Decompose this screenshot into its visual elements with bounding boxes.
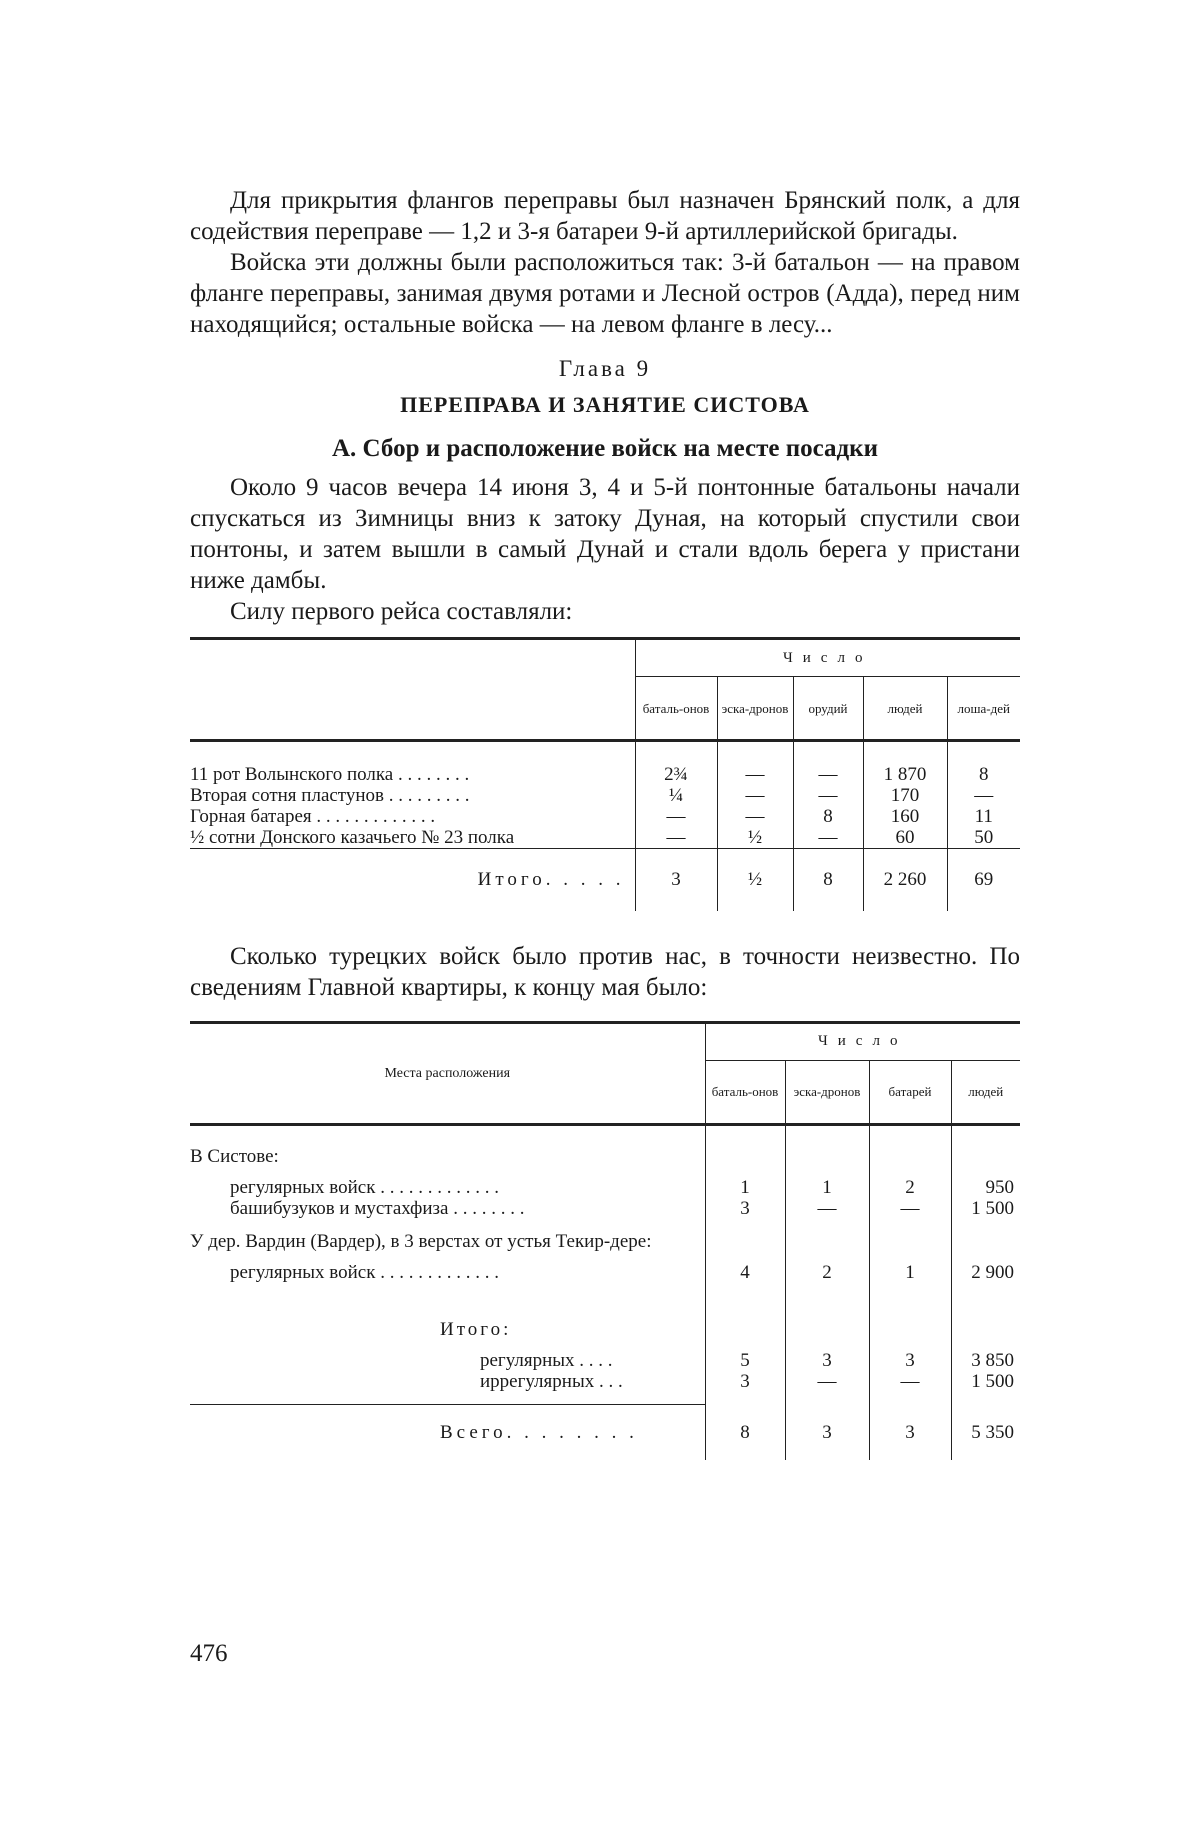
- cell: 3 850: [951, 1350, 1020, 1371]
- cell: 69: [947, 849, 1020, 911]
- row-label: Вторая сотня пластунов . . . . . . . . .: [190, 785, 470, 806]
- col-header: лоша-дей: [947, 677, 1020, 741]
- cell: 2 900: [951, 1262, 1020, 1283]
- cell: 8: [793, 806, 863, 827]
- table-row: [190, 785, 1020, 806]
- col-header: людей: [951, 1060, 1020, 1124]
- group-header: Число: [705, 1022, 1020, 1060]
- chapter-number: Глава 9: [558, 356, 652, 381]
- total-row: [190, 1404, 1020, 1460]
- table-row: [190, 1198, 1020, 1219]
- cell: 1 500: [951, 1198, 1020, 1219]
- cell: 160: [863, 806, 947, 827]
- row-label: 11 рот Волынского полка . . . . . . . .: [190, 764, 470, 785]
- turkish-forces-table: [190, 1021, 1020, 1461]
- table-row: [190, 827, 1020, 849]
- cell: —: [635, 806, 717, 827]
- row-label: иррегулярных . . .: [480, 1370, 623, 1392]
- table-row: [190, 1350, 1020, 1371]
- stub-header: Места расположения: [190, 1022, 705, 1124]
- cell: 3: [785, 1350, 869, 1371]
- row-label: регулярных войск . . . . . . . . . . . . .: [230, 1176, 499, 1198]
- cell: 950: [951, 1177, 1020, 1198]
- cell: 3: [869, 1350, 951, 1371]
- cell: —: [869, 1198, 951, 1219]
- cell: —: [869, 1371, 951, 1392]
- cell: 2 260: [863, 849, 947, 911]
- cell: 1: [785, 1177, 869, 1198]
- paragraph-1: Для прикрытия флангов переправы был назначен Брянский полк, а для содействия переправе — 1,2 и 3-я батареи 9-й артиллерийской бригады.: [190, 187, 1020, 245]
- cell: 3: [705, 1198, 785, 1219]
- cell: 170: [863, 785, 947, 806]
- cell: 3: [635, 849, 717, 911]
- cell: 2¾: [635, 764, 717, 785]
- cell: 1: [869, 1262, 951, 1283]
- paragraph-2: Войска эти должны были расположиться так: 3-й батальон — на правом фланге переправы, занимая двумя ротами и Лесной остров (Адда), перед ним находящийся; остальные войска — на левом фланге в лесу...: [190, 249, 1020, 338]
- cell: 5: [705, 1350, 785, 1371]
- total-row: [190, 849, 1020, 911]
- cell: 50: [947, 827, 1020, 849]
- row-label: башибузуков и мустахфиза . . . . . . . .: [230, 1197, 525, 1219]
- cell: —: [785, 1371, 869, 1392]
- cell: —: [635, 827, 717, 849]
- section-row: [190, 1231, 1020, 1252]
- cell: 5 350: [951, 1404, 1020, 1460]
- table-row: [190, 1371, 1020, 1392]
- group-header: Число: [635, 639, 1020, 677]
- first-crossing-table: [190, 637, 1020, 911]
- row-label: Горная батарея . . . . . . . . . . . . .: [190, 806, 436, 827]
- col-header: батарей: [869, 1060, 951, 1124]
- cell: ¼: [635, 785, 717, 806]
- table-row: [190, 764, 1020, 785]
- table-row: [190, 1262, 1020, 1283]
- cell: —: [785, 1198, 869, 1219]
- cell: 2: [869, 1177, 951, 1198]
- col-header: эска-дронов: [785, 1060, 869, 1124]
- paragraph-4: Силу первого рейса составляли:: [230, 598, 573, 625]
- cell: —: [793, 785, 863, 806]
- cell: 2: [785, 1262, 869, 1283]
- section-label: В Систове:: [190, 1145, 279, 1167]
- col-header: орудий: [793, 677, 863, 741]
- cell: 8: [793, 849, 863, 911]
- cell: —: [717, 785, 793, 806]
- row-label: регулярных . . . .: [480, 1349, 613, 1371]
- cell: 60: [863, 827, 947, 849]
- row-label: ½ сотни Донского казачьего № 23 полка: [190, 827, 515, 848]
- cell: 3: [869, 1404, 951, 1460]
- table-row: [190, 1177, 1020, 1198]
- page-content: [190, 185, 1020, 1460]
- cell: 3: [705, 1371, 785, 1392]
- itogo-label: Итого:: [440, 1318, 512, 1340]
- cell: 8: [947, 764, 1020, 785]
- paragraph-5: Сколько турецких войск было против нас, в точности неизвестно. По сведениям Главной квартиры, к концу мая было:: [190, 942, 1020, 1001]
- cell: ½: [717, 827, 793, 849]
- chapter-title: ПЕРЕПРАВА И ЗАНЯТИЕ СИСТОВА: [400, 392, 810, 417]
- cell: 1: [705, 1177, 785, 1198]
- cell: —: [793, 764, 863, 785]
- cell: 8: [705, 1404, 785, 1460]
- page-number: 476: [190, 1640, 228, 1667]
- stub-header: [190, 639, 635, 741]
- total-label: Итого. . . . .: [477, 869, 625, 891]
- cell: 4: [705, 1262, 785, 1283]
- cell: —: [793, 827, 863, 849]
- row-label: регулярных войск . . . . . . . . . . . . .: [230, 1261, 499, 1283]
- cell: ½: [717, 849, 793, 911]
- col-header: эска-дронов: [717, 677, 793, 741]
- col-header: баталь-онов: [635, 677, 717, 741]
- col-header: людей: [863, 677, 947, 741]
- paragraph-3: Около 9 часов вечера 14 июня 3, 4 и 5-й понтонные батальоны начали спускаться из Зимницы вниз к затоку Дуная, на который спустили свои понтоны, и затем вышли в самый Дунай и стали вдоль берега у пристани ниже дамбы.: [190, 474, 1020, 594]
- table-row: [190, 806, 1020, 827]
- total-label: Всего. . . . . . . .: [440, 1421, 638, 1443]
- cell: 3: [785, 1404, 869, 1460]
- cell: —: [717, 764, 793, 785]
- itogo-row: [190, 1319, 1020, 1340]
- section-title: А. Сбор и расположение войск на месте посадки: [332, 435, 878, 462]
- cell: —: [947, 785, 1020, 806]
- section-row: [190, 1146, 1020, 1167]
- cell: —: [717, 806, 793, 827]
- cell: 1 870: [863, 764, 947, 785]
- cell: 1 500: [951, 1371, 1020, 1392]
- col-header: баталь-онов: [705, 1060, 785, 1124]
- section-label: У дер. Вардин (Вардер), в 3 верстах от устья Текир-дере:: [190, 1230, 652, 1252]
- cell: 11: [947, 806, 1020, 827]
